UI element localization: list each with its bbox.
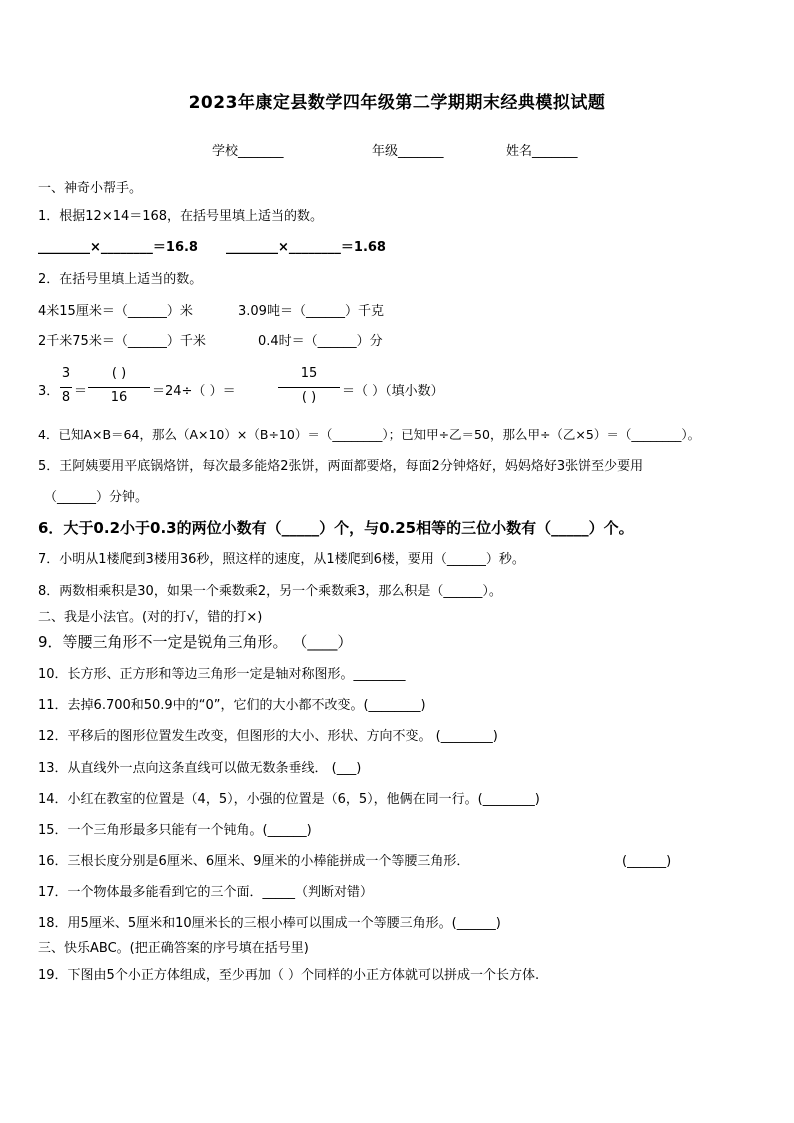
question-11: 11．去掉6.700和50.9中的“0”，它们的大小都不改变。(________) bbox=[38, 698, 426, 713]
question-2-item-b: 3.09吨＝（______）千克 bbox=[238, 304, 384, 319]
school-field: 学校_______ bbox=[212, 144, 284, 159]
question-2-item-d: 0.4时＝（______）分 bbox=[258, 334, 383, 349]
fraction-bar bbox=[60, 387, 72, 388]
question-1-blank-a: ________×________＝16.8 bbox=[38, 240, 198, 255]
fraction-numerator: ( ) bbox=[111, 366, 127, 381]
question-17: 17．一个物体最多能看到它的三个面．_____（判断对错） bbox=[38, 885, 374, 900]
fraction-3-8 bbox=[60, 366, 72, 410]
question-16: 16．三根长度分别是6厘米、6厘米、9厘米的小棒能拼成一个等腰三角形． bbox=[38, 854, 470, 869]
fraction-denominator: 8 bbox=[61, 390, 71, 405]
fraction-numerator: 3 bbox=[61, 366, 71, 381]
question-5-cont: （______）分钟。 bbox=[44, 490, 149, 505]
question-1: 1．根据12×14＝168，在括号里填上适当的数。 bbox=[38, 209, 324, 224]
question-8: 8．两数相乘积是30，如果一个乘数乘2，另一个乘数乘3，那么积是（______）。 bbox=[38, 584, 502, 599]
question-12: 12．平移后的图形位置发生改变，但图形的大小、形状、方向不变。 (________) bbox=[38, 729, 498, 744]
name-field: 姓名_______ bbox=[506, 144, 578, 159]
question-18: 18．用5厘米、5厘米和10厘米长的三根小棒可以围成一个等腰三角形。(______) bbox=[38, 916, 501, 931]
equals-sign: ＝ bbox=[74, 384, 88, 399]
question-3-end: ＝（ ）（填小数） bbox=[342, 384, 444, 399]
question-3-middle: ＝24÷（ ）＝ bbox=[152, 384, 236, 399]
question-4: 4．已知A×B＝64，那么（A×10）×（B÷10）＝（________）；已知甲÷乙＝50，那么甲÷（乙×5）＝（________）。 bbox=[38, 427, 701, 442]
page-title: 2023年康定县数学四年级第二学期期末经典模拟试题 bbox=[188, 93, 606, 113]
grade-field: 年级_______ bbox=[372, 144, 444, 159]
question-3-label: 3． bbox=[38, 384, 60, 399]
question-2: 2．在括号里填上适当的数。 bbox=[38, 272, 203, 287]
question-2-item-c: 2千米75米＝（______）千米 bbox=[38, 334, 206, 349]
section-heading-3: 三、快乐ABC。(把正确答案的序号填在括号里) bbox=[38, 941, 309, 956]
question-16-answer: (______) bbox=[622, 854, 672, 869]
question-10: 10．长方形、正方形和等边三角形一定是轴对称图形。________ bbox=[38, 667, 406, 682]
section-heading-1: 一、神奇小帮手。 bbox=[38, 181, 143, 196]
question-2-item-a: 4米15厘米＝（______）米 bbox=[38, 304, 193, 319]
fraction-denominator: 16 bbox=[110, 390, 128, 405]
question-1-blank-b: ________×________＝1.68 bbox=[226, 240, 386, 255]
question-13: 13．从直线外一点向这条直线可以做无数条垂线． (___) bbox=[38, 761, 362, 776]
fraction-bar bbox=[278, 387, 340, 388]
question-5: 5．王阿姨要用平底锅烙饼，每次最多能烙2张饼，两面都要烙，每面2分钟烙好，妈妈烙好3张饼至少要用 bbox=[38, 459, 644, 474]
question-19: 19．下图由5个小正方体组成，至少再加（ ）个同样的小正方体就可以拼成一个长方体. bbox=[38, 968, 540, 983]
section-heading-2: 二、我是小法官。(对的打√，错的打×) bbox=[38, 610, 263, 625]
question-9: 9．等腰三角形不一定是锐角三角形。 （____） bbox=[38, 633, 353, 651]
fraction-15-blank bbox=[278, 366, 340, 410]
fraction-blank-16 bbox=[88, 366, 150, 410]
fraction-numerator: 15 bbox=[300, 366, 318, 381]
question-6: 6．大于0.2小于0.3的两位小数有（_____）个，与0.25相等的三位小数有（_____）个。 bbox=[38, 519, 634, 537]
question-14: 14．小红在教室的位置是（4，5），小强的位置是（6，5），他俩在同一行。(________) bbox=[38, 792, 540, 807]
question-7: 7．小明从1楼爬到3楼用36秒，照这样的速度，从1楼爬到6楼，要用（______）秒。 bbox=[38, 552, 525, 567]
question-15: 15．一个三角形最多只能有一个钝角。(______) bbox=[38, 823, 312, 838]
fraction-bar bbox=[88, 387, 150, 388]
fraction-denominator: ( ) bbox=[301, 390, 317, 405]
